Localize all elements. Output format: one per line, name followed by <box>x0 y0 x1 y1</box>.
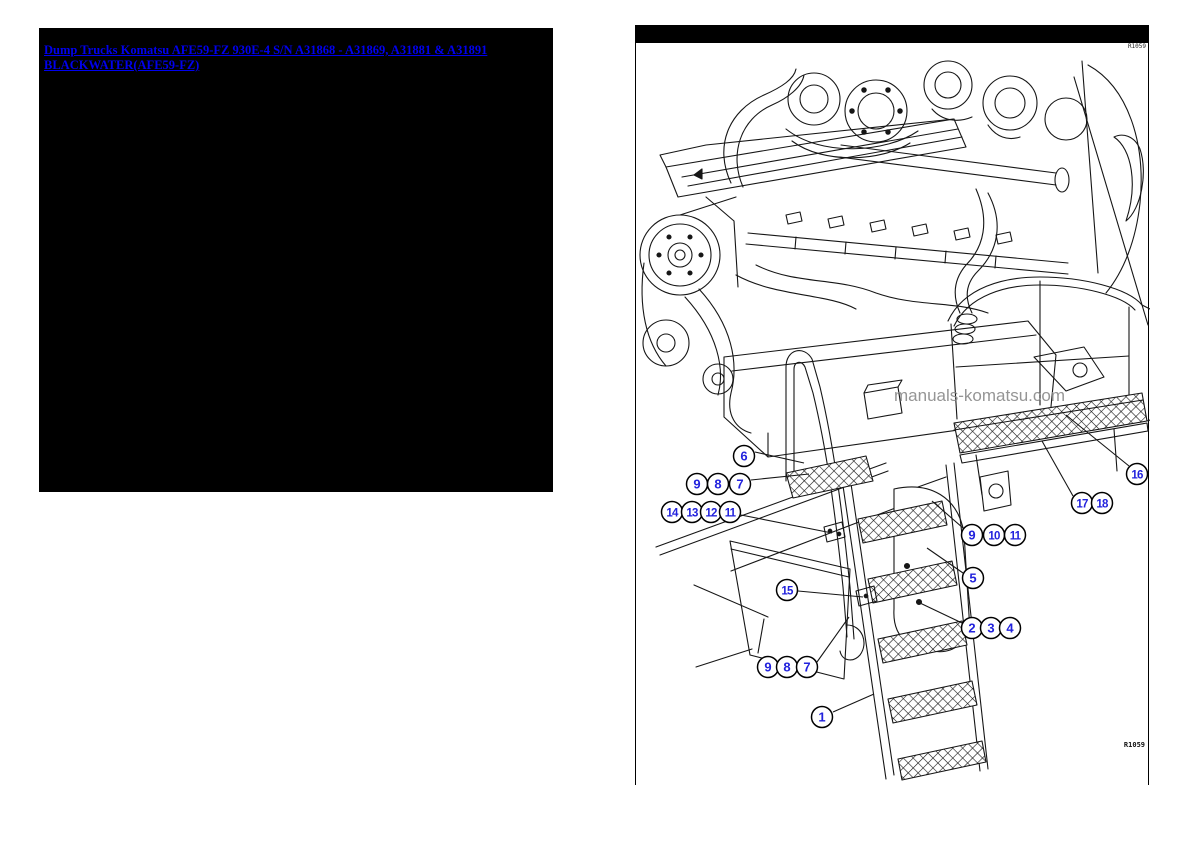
callout-number-5: 5 <box>969 570 977 586</box>
watermark-text: manuals-komatsu.com <box>894 386 1066 405</box>
callout-number-11: 11 <box>1009 530 1021 543</box>
callout-number-8: 8 <box>783 659 791 675</box>
callout-number-17: 17 <box>1076 498 1088 511</box>
callout-number-3: 3 <box>987 620 995 636</box>
callout-number-7: 7 <box>736 476 744 492</box>
callout-number-13: 13 <box>686 507 698 520</box>
callout-number-1: 1 <box>818 709 826 725</box>
left-black-panel <box>39 28 553 492</box>
manual-link[interactable] <box>39 28 553 73</box>
callout-number-12: 12 <box>705 507 717 520</box>
callout-number-10: 10 <box>988 530 1000 543</box>
callout-number-7: 7 <box>803 659 811 675</box>
callout-number-14: 14 <box>666 507 678 520</box>
callout-number-9: 9 <box>968 527 976 543</box>
callout-leader-line <box>755 452 804 463</box>
manual-link-line1: Dump Trucks Komatsu AFE59-FZ 930E-4 S/N A31868 - A31869, A31881 & A31891 <box>44 43 488 57</box>
callout-leader-line <box>833 694 874 712</box>
callout-number-6: 6 <box>740 448 748 464</box>
diagram-top-bar <box>636 25 1148 43</box>
callout-number-11: 11 <box>724 507 736 520</box>
engine-parts-illustration <box>636 25 1150 785</box>
callout-number-8: 8 <box>714 476 722 492</box>
callout-number-15: 15 <box>781 585 793 598</box>
callout-number-16: 16 <box>1131 469 1143 482</box>
callout-number-4: 4 <box>1006 620 1014 636</box>
callout-number-2: 2 <box>968 620 976 636</box>
figure-code-bottom: R1059 <box>1123 741 1145 749</box>
manual-link-line2: BLACKWATER(AFE59-FZ) <box>44 58 200 72</box>
callout-number-9: 9 <box>693 476 701 492</box>
callout-number-9: 9 <box>764 659 772 675</box>
callout-leader-line <box>817 617 849 662</box>
parts-diagram-panel <box>635 25 1149 785</box>
callout-leader-line <box>798 591 863 597</box>
callout-leader-line <box>741 515 832 533</box>
figure-code-top: R1059 <box>1127 43 1146 50</box>
callout-number-18: 18 <box>1096 498 1108 511</box>
callout-leader-line <box>1042 441 1073 496</box>
